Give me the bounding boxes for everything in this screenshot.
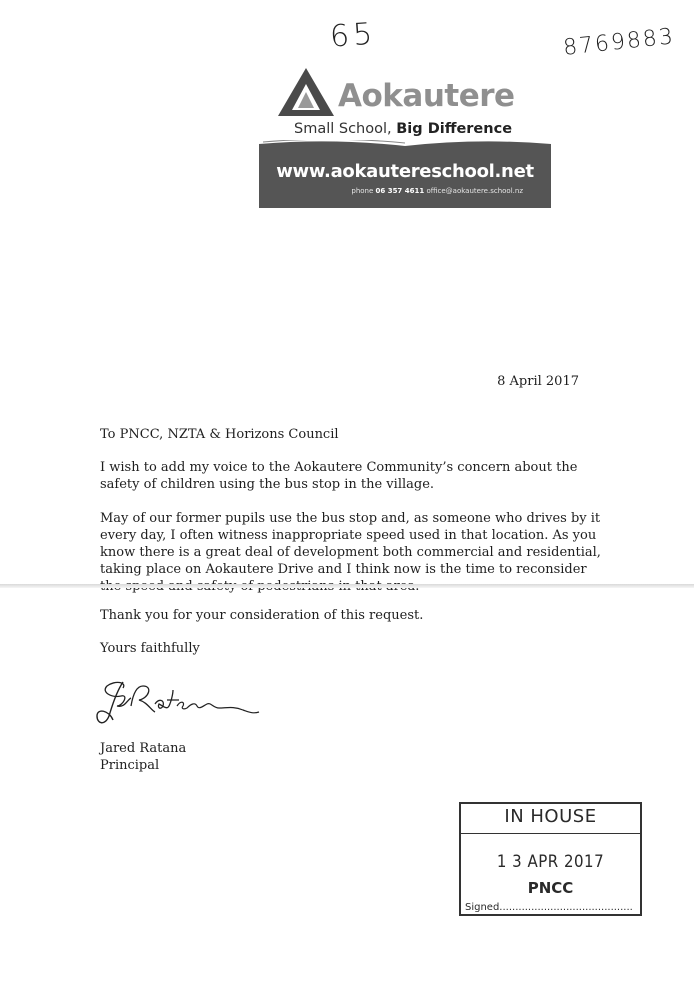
school-tagline bbox=[294, 121, 512, 137]
tagline-bold: Big Difference bbox=[396, 121, 513, 137]
mountain-logo-icon bbox=[278, 66, 336, 118]
stamp-organization: PNCC bbox=[527, 879, 574, 897]
stamp-date: 1 3 APR 2017 bbox=[496, 850, 605, 872]
school-name: Aokautere bbox=[338, 78, 515, 114]
letter-paragraph-2: May of our former pupils use the bus stop and, as someone who drives by it every day, I often witness inappropriate speed used in that location. As you know there is a great deal of development both commercial and residential, taking place on Aokautere Drive and I think now is the time to reconsider bbox=[100, 511, 601, 577]
tagline-regular: Small School, bbox=[294, 121, 392, 137]
stamp-signed-line: Signed.......................................... bbox=[465, 902, 633, 913]
letter-recipient: To PNCC, NZTA & Horizons Council bbox=[100, 427, 339, 442]
signer-title: Principal bbox=[100, 758, 160, 773]
letter-date: 8 April 2017 bbox=[497, 374, 579, 389]
signature-image bbox=[93, 676, 263, 736]
handwritten-reference-number: 8769883 bbox=[562, 24, 676, 61]
phone-label: phone bbox=[351, 187, 374, 195]
school-logo bbox=[276, 66, 536, 144]
letter-paragraph-1: I wish to add my voice to the Aokautere Community’s concern about the safety of children using the bus stop in the village. bbox=[100, 460, 578, 492]
phone-number: 06 357 4611 bbox=[375, 187, 425, 195]
stamp-divider bbox=[461, 833, 640, 834]
signer-name: Jared Ratana bbox=[100, 741, 187, 756]
contact-line bbox=[259, 187, 523, 195]
website-banner bbox=[259, 140, 551, 208]
email-address[interactable]: office@aokautere.school.nz bbox=[426, 187, 523, 195]
website-link[interactable]: www.aokautereschool.net bbox=[276, 161, 534, 182]
received-stamp bbox=[459, 802, 642, 916]
letter-closing: Yours faithfully bbox=[100, 641, 200, 656]
handwritten-page-number: 65 bbox=[328, 16, 378, 55]
scan-fold-line bbox=[0, 584, 694, 588]
letter-paragraph-3: Thank you for your consideration of this request. bbox=[100, 608, 424, 623]
stamp-title: IN HOUSE bbox=[504, 806, 597, 827]
